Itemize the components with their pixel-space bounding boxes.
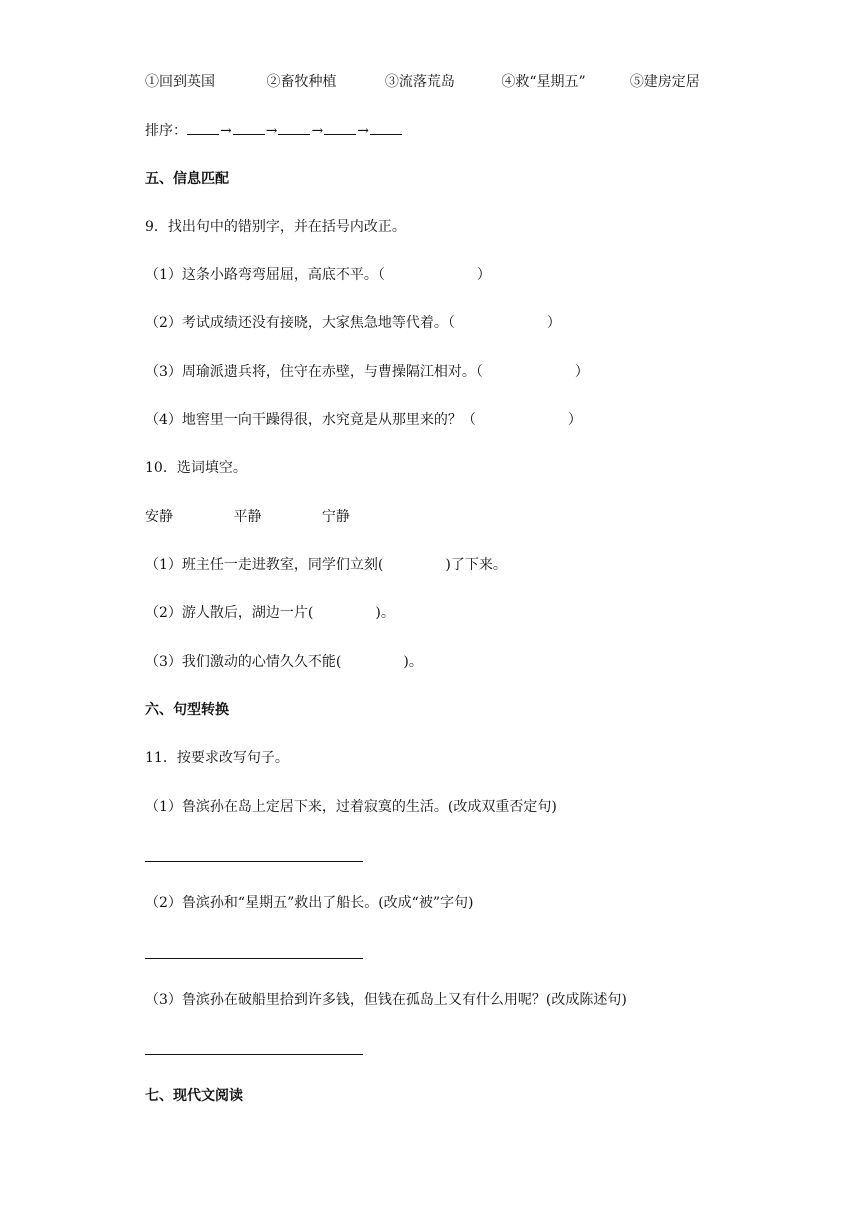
sort-label: 排序： bbox=[145, 123, 187, 139]
close-paren: ） bbox=[476, 267, 491, 283]
question-9-item-4 bbox=[145, 410, 582, 430]
question-11-item-1: （1）鲁滨孙在岛上定居下来，过着寂寞的生活。(改成双重否定句) bbox=[145, 799, 557, 815]
sort-blank-3[interactable] bbox=[278, 122, 310, 135]
sort-blank-5[interactable] bbox=[370, 122, 402, 135]
sort-row bbox=[145, 121, 402, 141]
section-heading-6: 六、句型转换 bbox=[145, 702, 229, 718]
arrow: → bbox=[220, 123, 232, 139]
question-10-item-3 bbox=[145, 652, 423, 672]
option-2: ②畜牧种植 bbox=[266, 74, 337, 90]
answer-line-11-2[interactable] bbox=[145, 958, 363, 959]
item-text: （3）周瑜派遗兵将，住守在赤壁，与曹操隔江相对。（ bbox=[145, 364, 483, 380]
item-text: （1）班主任一走进教室，同学们立刻( bbox=[145, 557, 384, 573]
question-9-item-1 bbox=[145, 265, 491, 285]
option-4: ④救“星期五” bbox=[501, 74, 586, 90]
option-1: ①回到英国 bbox=[145, 74, 215, 90]
close-paren: ） bbox=[567, 412, 582, 428]
item-text: （2）考试成绩还没有接晓，大家焦急地等代着。（ bbox=[145, 315, 455, 331]
question-11-title: 11．按要求改写句子。 bbox=[145, 750, 289, 766]
question-9-item-3 bbox=[145, 362, 589, 382]
question-11-item-2: （2）鲁滨孙和“星期五”救出了船长。(改成“被”字句) bbox=[145, 895, 474, 911]
event-options bbox=[145, 72, 700, 92]
answer-line-11-3[interactable] bbox=[145, 1054, 363, 1055]
question-9-title: 9．找出句中的错别字，并在括号内改正。 bbox=[145, 219, 406, 235]
arrow: → bbox=[357, 123, 369, 139]
item-text-after: )。 bbox=[403, 654, 423, 670]
sort-blank-1[interactable] bbox=[187, 122, 219, 135]
word-choice-3: 宁静 bbox=[321, 509, 350, 525]
word-choices bbox=[145, 507, 350, 527]
question-10-item-1 bbox=[145, 555, 507, 575]
section-heading-5: 五、信息匹配 bbox=[145, 171, 229, 187]
item-text-after: )。 bbox=[375, 605, 395, 621]
close-paren: ） bbox=[574, 364, 589, 380]
item-text: （4）地窖里一向干躁得很，水究竟是从那里来的？（ bbox=[145, 412, 476, 428]
question-10-title: 10．选词填空。 bbox=[145, 460, 247, 476]
sort-blank-4[interactable] bbox=[324, 122, 356, 135]
word-choice-1: 安静 bbox=[145, 509, 173, 525]
arrow: → bbox=[311, 123, 324, 139]
option-3: ③流落荒岛 bbox=[384, 74, 455, 90]
option-5: ⑤建房定居 bbox=[629, 74, 700, 90]
sort-blank-2[interactable] bbox=[233, 122, 265, 135]
item-text: （3）我们激动的心情久久不能( bbox=[145, 654, 342, 670]
item-text: （2）游人散后，湖边一片( bbox=[145, 605, 314, 621]
question-10-item-2 bbox=[145, 603, 395, 623]
word-choice-2: 平静 bbox=[233, 509, 262, 525]
item-text-after: )了下来。 bbox=[445, 557, 507, 573]
item-text: （1）这条小路弯弯屈屈，高底不平。（ bbox=[145, 267, 385, 283]
close-paren: ） bbox=[546, 315, 561, 331]
answer-line-11-1[interactable] bbox=[145, 861, 363, 862]
arrow: → bbox=[265, 123, 278, 139]
question-11-item-3: （3）鲁滨孙在破船里拾到许多钱，但钱在孤岛上又有什么用呢？(改成陈述句) bbox=[145, 992, 627, 1008]
question-9-item-2 bbox=[145, 313, 561, 333]
section-heading-7: 七、现代文阅读 bbox=[145, 1088, 243, 1104]
